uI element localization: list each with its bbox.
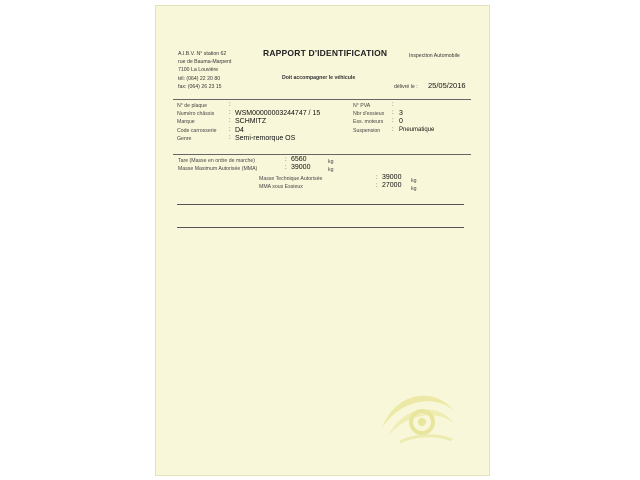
mma-label: Masse Maximum Autorisée (MMA) xyxy=(178,166,258,172)
axles-label: Nbr d'essieux xyxy=(353,111,385,117)
plate-label: N° de plaque xyxy=(177,103,208,109)
colon: : xyxy=(392,127,394,133)
colon: : xyxy=(285,165,287,171)
aibv-emblem-icon xyxy=(378,384,458,446)
chassis-value: WSM00000003244747 / 15 xyxy=(235,110,321,117)
make-label: Marque xyxy=(177,119,195,125)
suspension-value: Pneumatique xyxy=(399,127,435,133)
divider-line xyxy=(177,204,464,205)
technical-mass-unit: kg xyxy=(411,178,417,184)
sender-line-1: A.I.B.V. N° station 62 xyxy=(178,51,227,57)
identification-report-document xyxy=(155,5,490,476)
mma-value: 39000 xyxy=(291,164,311,171)
issued-date: 25/05/2016 xyxy=(428,81,466,90)
body-code-value: D4 xyxy=(235,127,244,134)
colon: : xyxy=(376,175,378,181)
genre-label: Genre xyxy=(177,136,192,142)
tare-unit: kg xyxy=(328,159,334,165)
genre-value: Semi-remorque OS xyxy=(235,135,296,142)
chassis-label: Numéro châssis xyxy=(177,111,215,117)
colon: : xyxy=(229,118,231,124)
suspension-label: Suspension xyxy=(353,128,381,134)
colon: : xyxy=(229,127,231,133)
axles-mma-label: MMA sous Essieux xyxy=(259,184,303,190)
document-subtitle: Doit accompagner le véhicule xyxy=(282,75,356,81)
tare-value: 6560 xyxy=(291,156,307,163)
colon: : xyxy=(285,157,287,163)
colon: : xyxy=(229,135,231,141)
issued-label: délivré le : xyxy=(394,84,418,90)
colon: : xyxy=(229,102,231,108)
axles-mma-unit: kg xyxy=(411,186,417,192)
sender-line-2: rue de Bauma-Marpent xyxy=(178,59,232,65)
colon: : xyxy=(392,110,394,116)
department-name: Inspection Automobile xyxy=(409,53,460,59)
sender-phone: tél: (064) 22 20 80 xyxy=(178,76,221,82)
axles-mma-value: 27000 xyxy=(382,182,402,189)
colon: : xyxy=(376,183,378,189)
colon: : xyxy=(229,110,231,116)
colon: : xyxy=(392,102,394,108)
tare-label: Tare (Masse en ordre de marche) xyxy=(178,158,255,164)
colon: : xyxy=(392,118,394,124)
mma-unit: kg xyxy=(328,167,334,173)
drive-axles-value: 0 xyxy=(399,118,403,125)
technical-mass-label: Masse Technique Autorisée xyxy=(259,176,323,182)
make-value: SCHMITZ xyxy=(235,118,267,125)
axles-value: 3 xyxy=(399,110,403,117)
drive-axles-label: Ess. moteurs xyxy=(353,119,384,125)
document-title: RAPPORT D'IDENTIFICATION xyxy=(263,48,388,58)
divider-line xyxy=(177,227,464,228)
body-code-label: Code carrosserie xyxy=(177,128,217,134)
sender-line-3: 7100 La Louvière xyxy=(178,67,219,73)
pva-label: N° PVA xyxy=(353,103,371,109)
sender-fax: fax: (064) 26 23 15 xyxy=(178,84,222,90)
technical-mass-value: 39000 xyxy=(382,174,402,181)
